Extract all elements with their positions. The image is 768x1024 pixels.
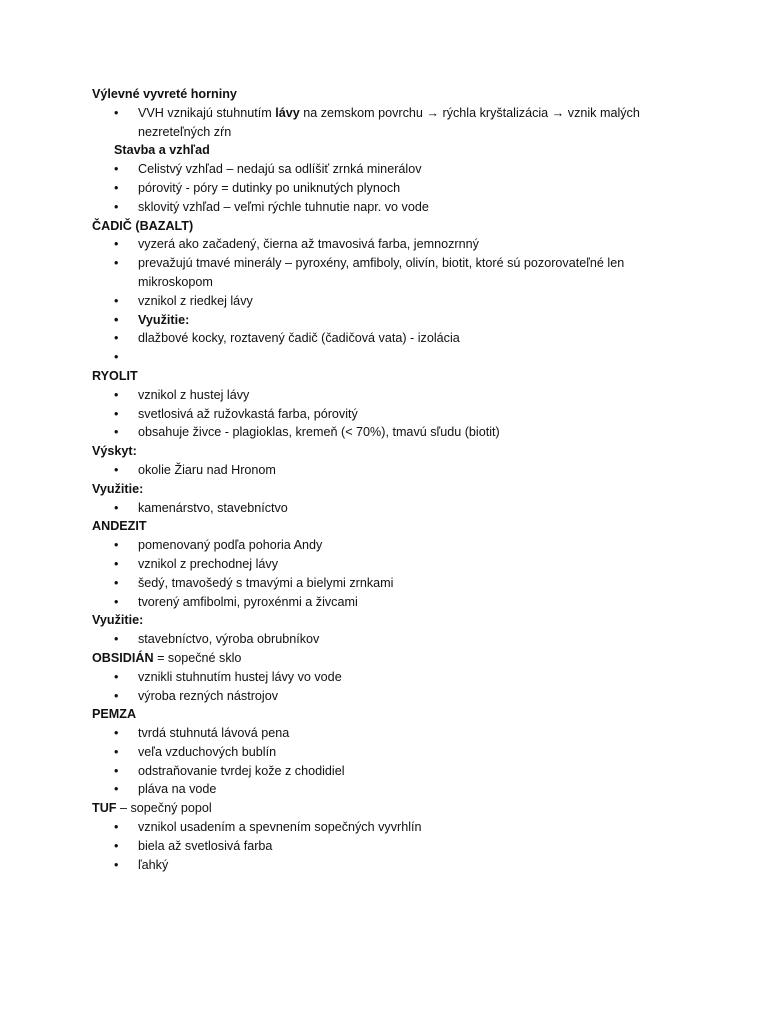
list-item: • vyzerá ako začadený, čierna až tmavosivá farba, jemnozrnný (92, 235, 692, 254)
heading-vyskyt: Výskyt: (92, 444, 137, 459)
list-item-vyuzitie: • Využitie: (92, 311, 692, 330)
section-title-pemza: PEMZA (92, 707, 137, 722)
list-item: • sklovitý vzhľad – veľmi rýchle tuhnutie napr. vo vode (92, 198, 692, 217)
list-item: • tvorený amfibolmi, pyroxénmi a živcami (92, 593, 692, 612)
subsection-title-stavba: Stavba a vzhľad (114, 143, 210, 158)
list-item: • vznikli stuhnutím hustej lávy vo vode (92, 668, 692, 687)
list-item: • vznikol z riedkej lávy (92, 292, 692, 311)
list-item: • odstraňovanie tvrdej kože z chodidiel (92, 762, 692, 781)
list-item: • kamenárstvo, stavebníctvo (92, 499, 692, 518)
list-item-empty (92, 348, 692, 367)
list-item: • šedý, tmavošedý s tmavými a bielymi zrnkami (92, 574, 692, 593)
section-title-vylevne: Výlevné vyvreté horniny (92, 87, 237, 101)
list-item: • ľahký (92, 856, 692, 875)
list-item: • svetlosivá až ružovkastá farba, pórovitý (92, 405, 692, 424)
list-item: • pomenovaný podľa pohoria Andy (92, 536, 692, 555)
heading-vyuzitie: Využitie: (92, 613, 144, 628)
section-title-cadic: ČADIČ (BAZALT) (92, 218, 194, 233)
list-item: • dlažbové kocky, roztavený čadič (čadičová vata) - izolácia (92, 329, 692, 348)
list-item: • pláva na vode (92, 780, 692, 799)
list-item: • veľa vzduchových bublín (92, 743, 692, 762)
list-item: • stavebníctvo, výroba obrubníkov (92, 630, 692, 649)
list-item: • obsahuje živce - plagioklas, kremeň (< 70%), tmavú sľudu (biotit) (92, 423, 692, 442)
list-item: • Celistvý vzhľad – nedajú sa odlíšiť zrnká minerálov (92, 160, 692, 179)
list-item: • okolie Žiaru nad Hronom (92, 461, 692, 480)
list-item: • prevažujú tmavé minerály – pyroxény, amfiboly, olivín, biotit, ktoré sú pozorovateľné len (92, 254, 692, 273)
list-item: • vznikol z prechodnej lávy (92, 555, 692, 574)
list-item-continuation: nezreteľných zŕn (138, 124, 232, 139)
section-title-andezit: ANDEZIT (92, 519, 147, 534)
section-title-tuf: TUF – sopečný popol (92, 801, 212, 816)
list-item: • tvrdá stuhnutá lávová pena (92, 724, 692, 743)
heading-vyuzitie: Využitie: (92, 481, 144, 496)
list-item: • pórovitý - póry = dutinky po uniknutých plynoch (92, 179, 692, 198)
section-title-obsidian: OBSIDIÁN = sopečné sklo (92, 650, 242, 665)
list-item: • vznikol usadením a spevnením sopečných vyvrhlín (92, 818, 692, 837)
section-title-ryolit: RYOLIT (92, 368, 138, 383)
list-item: • biela až svetlosivá farba (92, 837, 692, 856)
list-item: • vznikol z hustej lávy (92, 386, 692, 405)
list-item: • VVH vznikajú stuhnutím lávy na zemskom povrchu → rýchla kryštalizácia → vznik malých (92, 104, 692, 123)
list-item: • výroba rezných nástrojov (92, 687, 692, 706)
list-item-continuation: mikroskopom (138, 274, 213, 289)
